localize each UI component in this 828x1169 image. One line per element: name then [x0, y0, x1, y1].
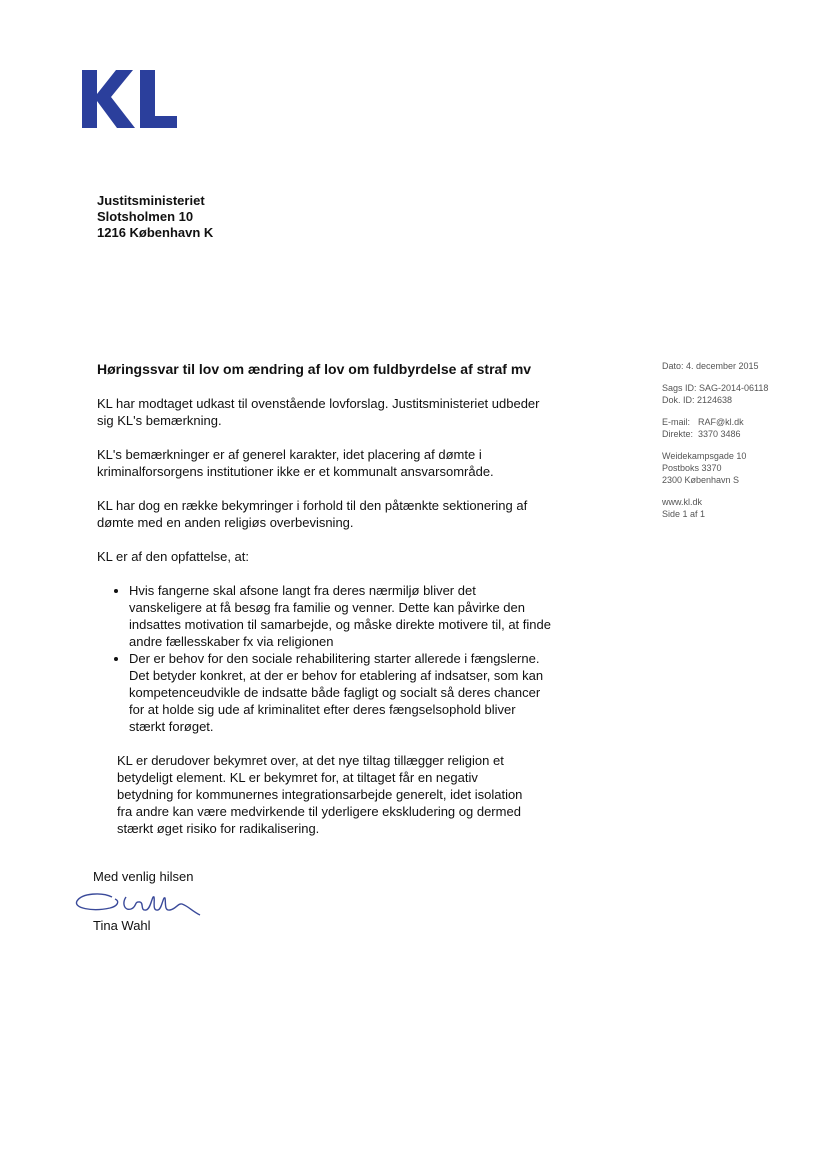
address-line: 2300 København S [662, 475, 740, 485]
list-item: • Der er behov for den sociale rehabilitering starter allerede i fængslerne. Det betyder konkret, at der er behov for etablering af indsatser, som kan kompetenceudvikle de indsatte både fagligt og socialt så deres chancer for at holde sig ude af kriminalitet efter deres fængselsophold bliver stærkt forøget. [129, 650, 552, 735]
signature-image [74, 889, 214, 921]
paragraph: KL's bemærkninger er af generel karakter, idet placering af dømte i kriminalforsorgens institutioner ikke er et kommunalt ansvarsområde. [97, 447, 494, 479]
bullet-list [97, 582, 552, 735]
letter-body [97, 360, 552, 854]
recipient-city: 1216 København K [97, 225, 214, 240]
kl-logo [80, 68, 178, 130]
recipient-street: Slotsholmen 10 [97, 209, 194, 224]
greeting: Med venlig hilsen [93, 869, 194, 884]
closing-paragraph: KL er derudover bekymret over, at det nye tiltag tillægger religion et betydeligt element. KL er bekymret for, at tiltaget får en negativ betydning for kommunernes integrationsarbejde generelt, idet isolation fra andre kan være medvirkende til yderligere ekskludering og dermed stærkt øget risiko for radikalisering. [117, 753, 523, 836]
address-line: Postboks 3370 [662, 463, 722, 473]
paragraph: KL er af den opfattelse, at: [97, 549, 250, 564]
recipient-name: Justitsministeriet [97, 193, 205, 208]
signer-name: Tina Wahl [93, 918, 151, 933]
date-line: Dato: 4. december 2015 [662, 361, 759, 371]
closing-section [117, 752, 537, 837]
direkte-label: Direkte: [662, 429, 694, 439]
direkte-value: 3370 3486 [698, 429, 741, 439]
paragraph: KL har dog en række bekymringer i forhold til den påtænkte sektionering af dømte med en anden religiøs overbevisning. [97, 498, 528, 530]
list-item: • Hvis fangerne skal afsone langt fra deres nærmiljø bliver det vanskeligere at få besøg fra familie og venner. Dette kan påvirke den indsattes motivation til samarbejde, og måske direkte motivere til, at finde andre fællesskaber fx via religionen [129, 582, 552, 650]
email-value[interactable]: RAF@kl.dk [698, 417, 744, 427]
sags-id: Sags ID: SAG-2014-06118 [662, 383, 769, 393]
recipient-address [97, 193, 213, 241]
address-line: Weidekampsgade 10 [662, 451, 747, 461]
letter-title: Høringssvar til lov om ændring af lov om fuldbyrdelse af straf mv [97, 361, 532, 377]
meta-sidebar [662, 360, 812, 530]
email-label: E-mail: [662, 417, 691, 427]
website-link[interactable]: www.kl.dk [662, 497, 703, 507]
paragraph: KL har modtaget udkast til ovenstående lovforslag. Justitsministeriet udbeder sig KL's bemærkning. [97, 396, 540, 428]
dok-id: Dok. ID: 2124638 [662, 395, 733, 405]
page-number: Side 1 af 1 [662, 509, 706, 519]
